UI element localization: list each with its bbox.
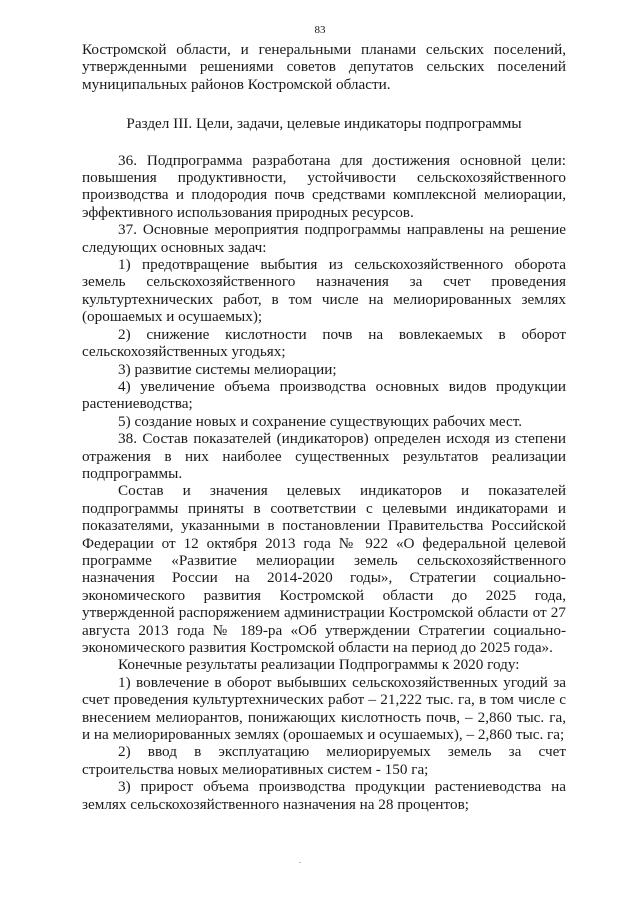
result-item-2: 2) ввод в эксплуатацию мелиорируемых земель за счет строительства новых мелиоративных систем - 150 га; bbox=[82, 743, 566, 778]
document-body bbox=[82, 41, 566, 813]
section-heading: Раздел III. Цели, задачи, целевые индикаторы подпрограммы bbox=[126, 115, 522, 133]
scan-speck bbox=[299, 862, 301, 863]
result-item-1: 1) вовлечение в оборот выбывших сельскохозяйственных угодий за счет проведения культуртехнических работ – 21,222 тыс. га, в том числе с внесением мелиорантов, понижающих кислотность почв, – 2,860 тыс. га, и на мелиорированных землях (орошаемых и осушаемых), – 2,860 тыс. га; bbox=[82, 673, 566, 744]
indicators-paragraph: Состав и значения целевых индикаторов и показателей подпрограммы приняты в соответствии с целевыми индикаторами и показателями, указанными в постановлении Правительства Российской Федерации от 12 октября 2013 года № 922 «О федеральной целевой программе «Развитие мелиорации земель сельскохозяйственного назначения России на 2014-2020 годы», Стратегии социально-экономического развития Костромской области до 2025 года, утвержденной распоряжением администрации Костромской области от 27 августа 2013 года № 189-ра «Об утверждении Стратегии социально-экономического развития Костромской области на период до 2025 года». bbox=[82, 482, 566, 656]
paragraph-38: 38. Состав показателей (индикаторов) определен исходя из степени отражения в них наиболее существенных результатов реализации подпрограммы. bbox=[82, 430, 566, 482]
paragraph-37: 37. Основные мероприятия подпрограммы направлены на решение следующих основных задач: bbox=[82, 221, 566, 256]
intro-paragraph: Костромской области, и генеральными планами сельских поселений, утвержденными решениями советов депутатов сельских поселений муниципальных районов Костромской области. bbox=[82, 41, 566, 93]
paragraph-36: 36. Подпрограмма разработана для достижения основной цели: повышения продуктивности, устойчивости сельскохозяйственного производства и плодородия почв средствами комплексной мелиорации, эффективного использования природных ресурсов. bbox=[82, 151, 566, 221]
results-heading: Конечные результаты реализации Подпрограммы к 2020 году: bbox=[118, 656, 520, 674]
task-item-5: 5) создание новых и сохранение существующих рабочих мест. bbox=[118, 412, 523, 430]
page-number: 83 bbox=[314, 24, 326, 36]
task-item-3: 3) развитие системы мелиорации; bbox=[118, 360, 337, 378]
task-item-4: 4) увеличение объема производства основных видов продукции растениеводства; bbox=[82, 377, 566, 413]
task-item-1: 1) предотвращение выбытия из сельскохозяйственного оборота земель сельскохозяйственного назначения за счет проведения культуртехнических работ, в том числе на мелиорированных землях (орошаемых и осушаемых); bbox=[82, 256, 566, 326]
result-item-3: 3) прирост объема производства продукции растениеводства на землях сельскохозяйственного назначения на 28 процентов; bbox=[82, 778, 566, 813]
task-item-2: 2) снижение кислотности почв на вовлекаемых в оборот сельскохозяйственных угодьях; bbox=[82, 325, 566, 361]
